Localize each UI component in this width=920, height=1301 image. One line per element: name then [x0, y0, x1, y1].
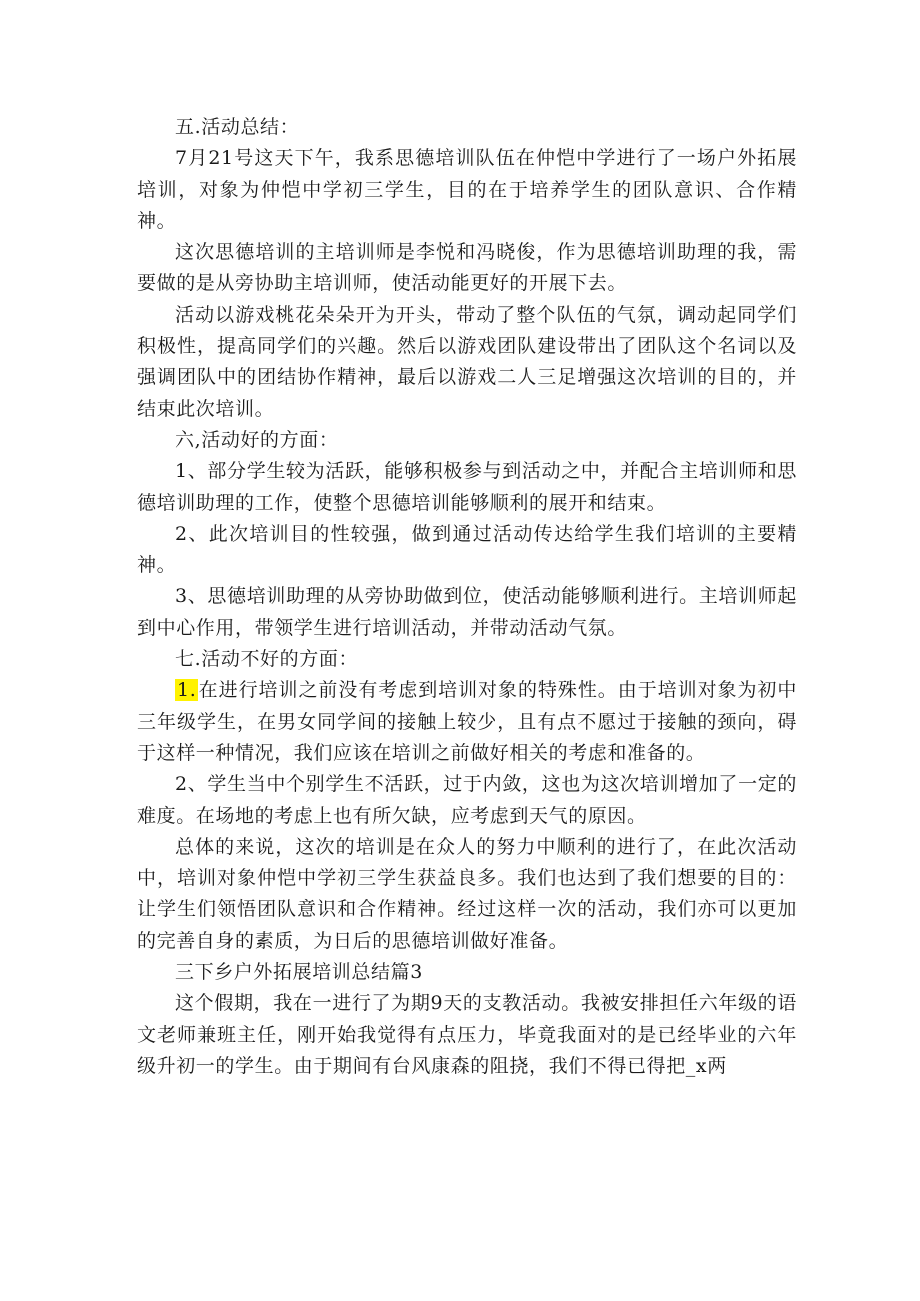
paragraph-activities: 活动以游戏桃花朵朵开为开头，带动了整个队伍的气氛，调动起同学们积极性，提高同学们的兴趣。然后以游戏团队建设带出了团队这个名词以及强调团队中的团结协作精神，最后以游戏二人三足增强这次培训的目的，并结束此次培训。 — [137, 303, 797, 420]
paragraph-teaching: 这个假期，我在一进行了为期9天的支教活动。我被安排担任六年级的语文老师兼班主任，刚开始我觉得有点压力，毕竟我面对的是已经毕业的六年级升初一的学生。由于期间有台风康森的阻挠，我们不得已得把_x两 — [137, 992, 797, 1077]
positive-item-2: 2、此次培训目的性较强，做到通过活动传达给学生我们培训的主要精神。 — [137, 522, 797, 577]
positive-item-3: 3、思德培训助理的从旁协助做到位，使活动能够顺利进行。主培训师起到中心作用，带领学生进行培训活动，并带动活动气氛。 — [137, 585, 797, 639]
positive-item-1: 1、部分学生较为活跃，能够积极参与到活动之中，并配合主培训师和思德培训助理的工作，使整个思德培训能够顺利的展开和结束。 — [137, 460, 797, 514]
negative-item-1 — [137, 675, 797, 769]
section-heading-negatives: 七.活动不好的方面： — [175, 648, 359, 671]
section-heading-positives: 六,活动好的方面： — [175, 428, 339, 451]
highlighted-list-marker: 1. — [177, 679, 197, 702]
negative-item-1-text: 在进行培训之前没有考虑到培训对象的特殊性。由于培训对象为初中三年级学生，在男女同学间的接触上较少，且有点不愿过于接触的颈向，碍于这样一种情况，我们应该在培训之前做好相关的考虑和准备的。 — [137, 679, 797, 764]
section-heading-summary: 五.活动总结： — [175, 116, 300, 138]
paragraph-conclusion: 总体的来说，这次的培训是在众人的努力中顺利的进行了，在此次活动中，培训对象仲恺中学初三学生获益良多。我们也达到了我们想要的目的：让学生们领悟团队意识和合作精神。经过这样一次的活动，我们亦可以更加的完善自身的素质，为日后的思德培训做好准备。 — [137, 835, 797, 952]
negative-item-2: 2、学生当中个别学生不活跃，过于内敛，这也为这次培训增加了一定的难度。在场地的考虑上也有所欠缺，应考虑到天气的原因。 — [137, 773, 797, 827]
article-heading-part3: 三下乡户外拓展培训总结篇3 — [175, 961, 423, 984]
paragraph-trainers: 这次思德培训的主培训师是李悦和冯晓俊，作为思德培训助理的我，需要做的是从旁协助主培训师，使活动能更好的开展下去。 — [137, 241, 797, 295]
paragraph-overview: 7月21号这天下午，我系思德培训队伍在仲恺中学进行了一场户外拓展培训，对象为仲恺中学初三学生，目的在于培养学生的团队意识、合作精神。 — [137, 147, 797, 232]
document-body — [137, 112, 797, 1082]
